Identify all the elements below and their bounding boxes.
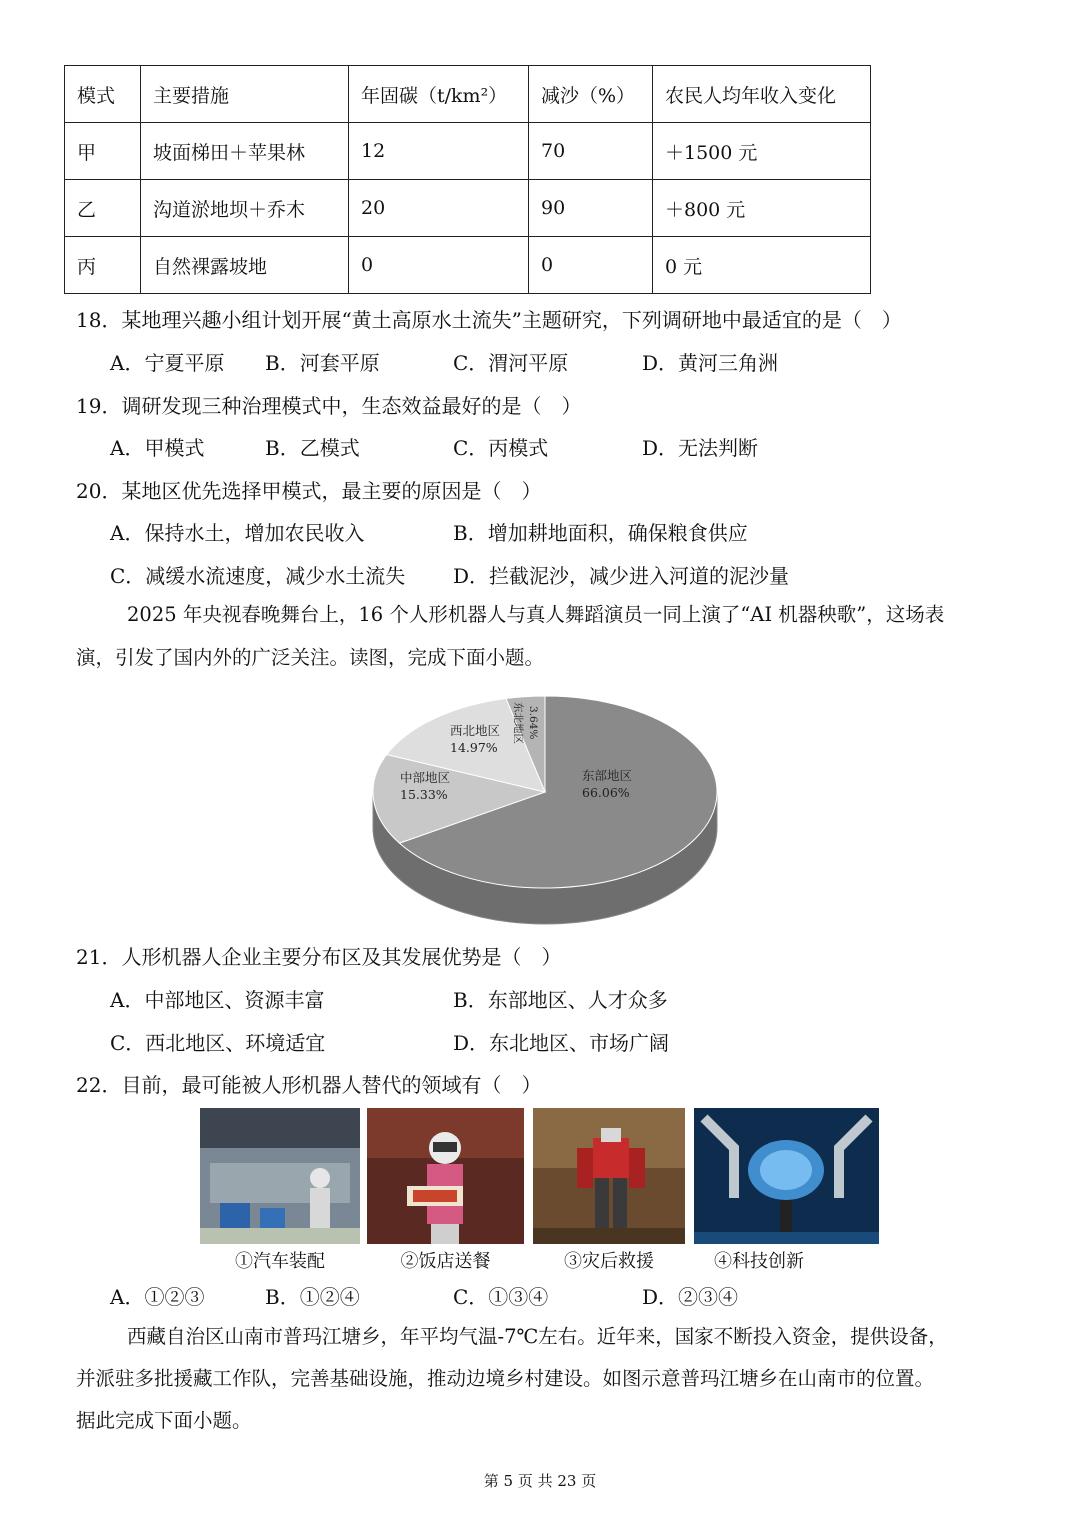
question-19-option-a: A．甲模式 bbox=[110, 436, 205, 460]
table-cell: ＋1500 元 bbox=[653, 123, 871, 180]
robot-enterprise-distribution-pie-chart bbox=[360, 690, 730, 925]
question-22-option-c: C．①③④ bbox=[453, 1285, 549, 1309]
table-header-cell: 主要措施 bbox=[141, 66, 349, 123]
table-row bbox=[65, 237, 871, 294]
pie-label-value-central: 15.33% bbox=[400, 787, 448, 802]
question-18-option-d: D．黄河三角洲 bbox=[642, 351, 779, 375]
tech-innovation-photo bbox=[694, 1108, 879, 1244]
question-20-option-b: B．增加耕地面积，确保粮食供应 bbox=[453, 521, 748, 545]
table-cell: 70 bbox=[529, 123, 653, 180]
table-header-cell: 模式 bbox=[65, 66, 141, 123]
governance-mode-table bbox=[64, 65, 871, 294]
pie-label-category-northeast: 东北地区 bbox=[512, 702, 524, 744]
pie-label-value-northwest: 14.97% bbox=[450, 740, 498, 755]
table-cell: 乙 bbox=[65, 180, 141, 237]
question-18-option-b: B．河套平原 bbox=[265, 351, 380, 375]
question-19-option-d: D．无法判断 bbox=[642, 436, 759, 460]
pie-label-value-east: 66.06% bbox=[582, 785, 630, 800]
question-19-stem: 19．调研发现三种治理模式中，生态效益最好的是（ ） bbox=[76, 394, 582, 418]
page-footer: 第 5 页 共 23 页 bbox=[483, 1472, 597, 1490]
robot-passage-line-1: 2025 年央视春晚舞台上，16 个人形机器人与真人舞蹈演员一同上演了“AI 机器秧歌”，这场表 bbox=[127, 603, 945, 626]
disaster-rescue-photo bbox=[533, 1108, 685, 1244]
table-cell: 坡面梯田＋苹果林 bbox=[141, 123, 349, 180]
tibet-passage-line-2: 并派驻多批援藏工作队，完善基础设施，推动边境乡村建设。如图示意普玛江塘乡在山南市的位置。 bbox=[76, 1367, 935, 1390]
table-header-cell: 减沙（%） bbox=[529, 66, 653, 123]
table-cell: 20 bbox=[349, 180, 529, 237]
table-cell: 12 bbox=[349, 123, 529, 180]
question-22-option-b: B．①②④ bbox=[265, 1285, 360, 1309]
question-22-option-d: D．②③④ bbox=[642, 1285, 739, 1309]
table-cell: 甲 bbox=[65, 123, 141, 180]
table-header-row bbox=[65, 66, 871, 123]
question-18-option-a: A．宁夏平原 bbox=[110, 351, 225, 375]
table-cell: 0 元 bbox=[653, 237, 871, 294]
question-20-option-c: C．减缓水流速度，减少水土流失 bbox=[110, 564, 406, 588]
pie-label-category-east: 东部地区 bbox=[582, 768, 633, 783]
question-20-stem: 20．某地区优先选择甲模式，最主要的原因是（ ） bbox=[76, 479, 542, 503]
table-row bbox=[65, 123, 871, 180]
question-18-option-c: C．渭河平原 bbox=[453, 351, 569, 375]
question-20-option-a: A．保持水土，增加农民收入 bbox=[110, 521, 365, 545]
table-cell: 沟道淤地坝＋乔木 bbox=[141, 180, 349, 237]
robot-passage-line-2: 演，引发了国内外的广泛关注。读图，完成下面小题。 bbox=[76, 646, 545, 669]
question-21-option-d: D．东北地区、市场广阔 bbox=[453, 1031, 670, 1055]
question-21-option-c: C．西北地区、环境适宜 bbox=[110, 1031, 326, 1055]
table-header-cell: 农民人均年收入变化 bbox=[653, 66, 871, 123]
table-cell: 0 bbox=[349, 237, 529, 294]
question-21-stem: 21．人形机器人企业主要分布区及其发展优势是（ ） bbox=[76, 945, 562, 969]
tibet-passage-line-1: 西藏自治区山南市普玛江塘乡，年平均气温-7℃左右。近年来，国家不断投入资金，提供设备， bbox=[127, 1325, 948, 1348]
question-21-option-b: B．东部地区、人才众多 bbox=[453, 988, 668, 1012]
photo-caption-1: ①汽车装配 bbox=[235, 1251, 325, 1272]
table-cell: 90 bbox=[529, 180, 653, 237]
restaurant-delivery-photo bbox=[367, 1108, 524, 1244]
question-20-option-d: D．拦截泥沙，减少进入河道的泥沙量 bbox=[453, 564, 790, 588]
pie-label-category-central: 中部地区 bbox=[400, 770, 451, 785]
photo-caption-3: ③灾后救援 bbox=[564, 1251, 654, 1272]
table-cell: ＋800 元 bbox=[653, 180, 871, 237]
car-assembly-photo bbox=[200, 1108, 360, 1244]
table-cell: 自然裸露坡地 bbox=[141, 237, 349, 294]
question-22-stem: 22．目前，最可能被人形机器人替代的领域有（ ） bbox=[76, 1073, 542, 1097]
photo-caption-4: ④科技创新 bbox=[714, 1251, 804, 1272]
table-row bbox=[65, 180, 871, 237]
tibet-passage-line-3: 据此完成下面小题。 bbox=[76, 1409, 252, 1432]
question-21-option-a: A．中部地区、资源丰富 bbox=[110, 988, 325, 1012]
table-header-cell: 年固碳（t/km²） bbox=[349, 66, 529, 123]
question-18-stem: 18．某地理兴趣小组计划开展“黄土高原水土流失”主题研究，下列调研地中最适宜的是（ ） bbox=[76, 308, 902, 332]
table-cell: 丙 bbox=[65, 237, 141, 294]
pie-label-value-northeast: 3.64% bbox=[527, 706, 539, 740]
question-22-option-a: A．①②③ bbox=[110, 1285, 205, 1309]
photo-caption-2: ②饭店送餐 bbox=[400, 1251, 491, 1272]
table-cell: 0 bbox=[529, 237, 653, 294]
question-19-option-c: C．丙模式 bbox=[453, 436, 549, 460]
pie-label-category-northwest: 西北地区 bbox=[450, 723, 501, 738]
question-19-option-b: B．乙模式 bbox=[265, 436, 360, 460]
